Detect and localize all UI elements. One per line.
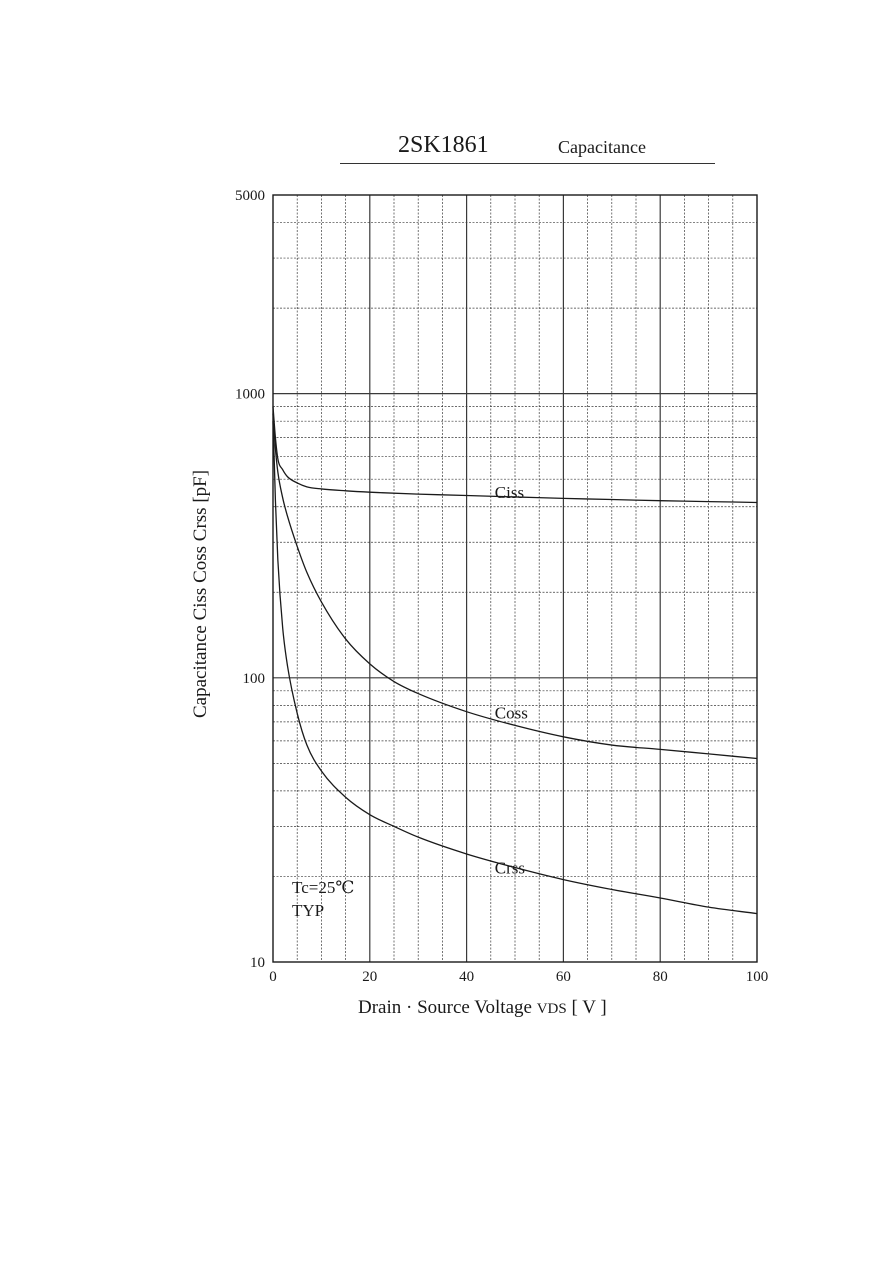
condition-annotation: TYP [292,901,325,920]
y-tick-label: 10 [250,955,265,971]
y-tick-label: 1000 [235,386,265,403]
chart-title: Capacitance [558,137,646,157]
x-tick-label: 80 [652,969,668,985]
y-axis-label: Capacitance Ciss Coss Crss [pF] [190,469,211,718]
part-number: 2SK1861 [398,132,489,158]
x-tick-label: 60 [555,969,571,985]
y-tick-label: 100 [242,670,265,687]
grid [273,195,757,962]
x-tick-label: 100 [745,969,769,985]
y-tick-label: 5000 [235,188,265,204]
x-axis-label: Drain · Source Voltage VDS [ V ] [358,997,607,1018]
series-label-coss: Coss [494,703,528,723]
condition-annotation: Tc=25℃ [292,878,355,897]
series-label-ciss: Ciss [494,482,525,502]
x-tick-label: 20 [362,969,378,985]
x-tick-label: 0 [269,969,277,985]
x-tick-label: 40 [459,969,475,985]
series-label-crss: Crss [494,858,526,878]
axis-labels [190,470,607,1018]
